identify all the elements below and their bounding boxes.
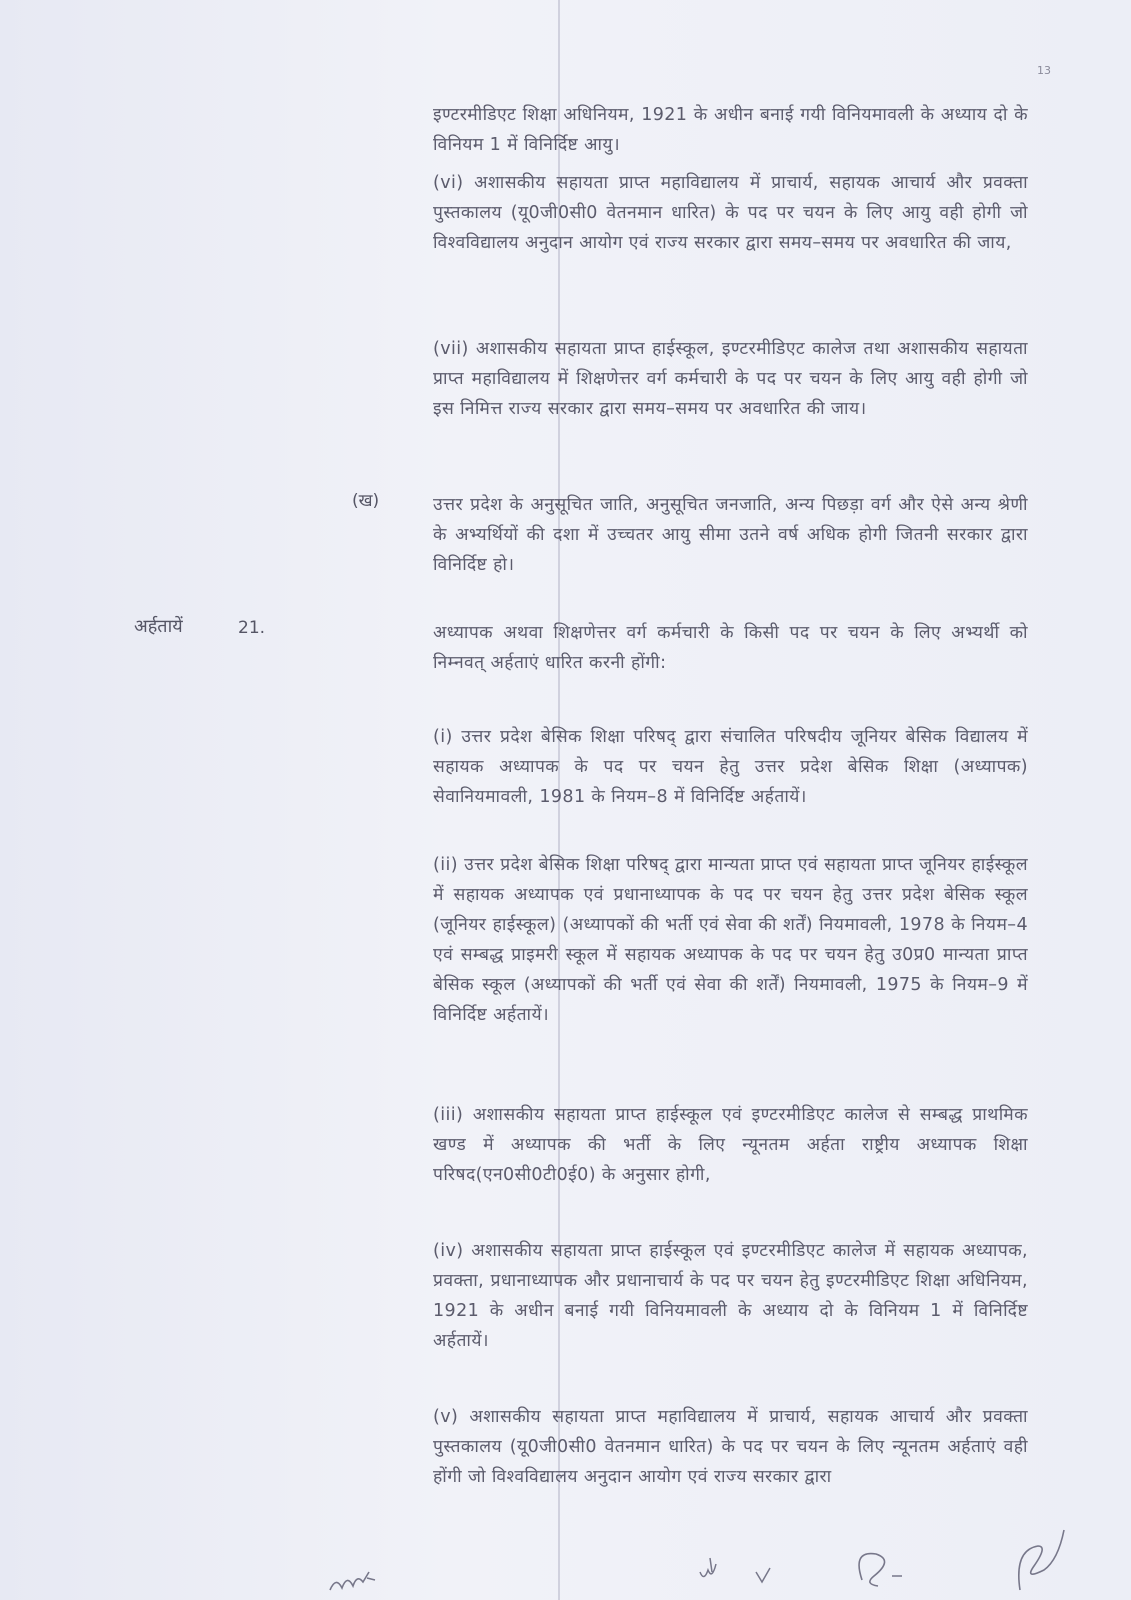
- marginal-heading: अर्हतायें: [134, 616, 183, 637]
- paragraph-vi: (vi) अशासकीय सहायता प्राप्त महाविद्यालय में प्राचार्य, सहायक आचार्य और प्रवक्ता पुस्तकालय (यू0जी0सी0 वेतनमान धारित) के पद पर चयन के लिए आयु वही होगी जो विश्वविद्यालय अनुदान आयोग एवं राज्य सरकार द्वारा समय–समय पर अवधारित की जाय,: [433, 173, 1028, 253]
- paragraph-qualifications-intro: अध्यापक अथवा शिक्षणेत्तर वर्ग कर्मचारी के किसी पद पर चयन के लिए अभ्यर्थी को निम्नवत् अर्हताएं धारित करनी होंगी:: [433, 623, 1028, 673]
- paragraph-age-continuation: इण्टरमीडिएट शिक्षा अधिनियम, 1921 के अधीन बनाई गयी विनियमावली के अध्याय दो के विनियम 1 में विनिर्दिष्ट आयु।: [433, 105, 1028, 155]
- paragraph-i: (i) उत्तर प्रदेश बेसिक शिक्षा परिषद् द्वारा संचालित परिषदीय जूनियर बेसिक विद्यालय में सहायक अध्यापक के पद पर चयन हेतु उत्तर प्रदेश बेसिक शिक्षा (अध्यापक) सेवानियमावली, 1981 के नियम–8 में विनिर्दिष्ट अर्हतायें।: [433, 727, 1028, 807]
- paragraph-kha: उत्तर प्रदेश के अनुसूचित जाति, अनुसूचित जनजाति, अन्य पिछड़ा वर्ग और ऐसे अन्य श्रेणी के अभ्यर्थियों की दशा में उच्चतर आयु सीमा उतने वर्ष अधिक होगी जितनी सरकार द्वारा विनिर्दिष्ट हो।: [433, 495, 1028, 575]
- clause-label: (ख): [352, 491, 380, 511]
- paragraph-vii: (vii) अशासकीय सहायता प्राप्त हाईस्कूल, इण्टरमीडिएट कालेज तथा अशासकीय सहायता प्राप्त महाविद्यालय में शिक्षणेत्तर वर्ग कर्मचारी के पद पर चयन के लिए आयु वही होगी जो इस निमित्त राज्य सरकार द्वारा समय–समय पर अवधारित की जाय।: [433, 339, 1028, 419]
- page-number: 13: [1037, 64, 1051, 77]
- paragraph-ii: (ii) उत्तर प्रदेश बेसिक शिक्षा परिषद् द्वारा मान्यता प्राप्त एवं सहायता प्राप्त जूनियर हाईस्कूल में सहायक अध्यापक एवं प्रधानाध्यापक के पद पर चयन हेतु उत्तर प्रदेश बेसिक स्कूल (जूनियर हाईस्कूल) (अध्यापकों की भर्ती एवं सेवा की शर्तें) नियमावली, 1978 के नियम–4 एवं सम्बद्ध प्राइमरी स्कूल में सहायक अध्यापक के पद पर चयन हेतु उ0प्र0 मान्यता प्राप्त बेसिक स्कूल (अध्यापकों की भर्ती एवं सेवा की शर्तें) नियमावली, 1975 के नियम–9 में विनिर्दिष्ट अर्हतायें।: [433, 855, 1028, 1025]
- paragraph-iv: (iv) अशासकीय सहायता प्राप्त हाईस्कूल एवं इण्टरमीडिएट कालेज में सहायक अध्यापक, प्रवक्ता, प्रधानाध्यापक और प्रधानाचार्य के पद पर चयन हेतु इण्टरमीडिएट शिक्षा अधिनियम, 1921 के अधीन बनाई गयी विनियमावली के अध्याय दो के विनियम 1 में विनिर्दिष्ट अर्हतायें।: [433, 1241, 1028, 1351]
- paragraph-v: (v) अशासकीय सहायता प्राप्त महाविद्यालय में प्राचार्य, सहायक आचार्य और प्रवक्ता पुस्तकालय (यू0जी0सी0 वेतनमान धारित) के पद पर चयन के लिए न्यूनतम अर्हताएं वही होंगी जो विश्वविद्यालय अनुदान आयोग एवं राज्य सरकार द्वारा: [433, 1407, 1028, 1487]
- paragraph-iii: (iii) अशासकीय सहायता प्राप्त हाईस्कूल एवं इण्टरमीडिएट कालेज से सम्बद्ध प्राथमिक खण्ड में अध्यापक की भर्ती के लिए न्यूनतम अर्हता राष्ट्रीय अध्यापक शिक्षा परिषद(एन0सी0टी0ई0) के अनुसार होगी,: [433, 1105, 1028, 1185]
- section-number: 21.: [238, 618, 266, 638]
- handwritten-signatures: [0, 1510, 1131, 1600]
